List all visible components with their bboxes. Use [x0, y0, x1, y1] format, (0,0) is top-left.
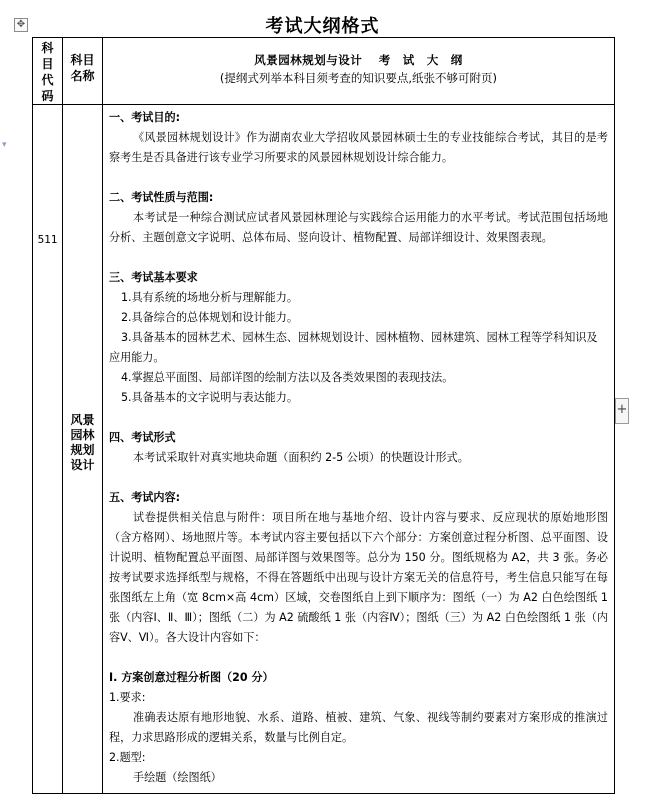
table-body-row [33, 105, 615, 794]
section-title: 三、考试基本要求 [109, 271, 198, 284]
subject-name-line: 园林 [70, 428, 95, 442]
subject-name-line: 风景 [70, 413, 95, 427]
subject-name-line: 设计 [70, 458, 95, 472]
list-item: 1.具有系统的场地分析与理解能力。 [121, 291, 298, 304]
outline-content-cell[interactable] [103, 105, 615, 794]
section-title: 一、考试目的: [109, 111, 180, 124]
requirement-label: 1.要求: [109, 691, 146, 704]
list-item: 4.掌握总平面图、局部详图的绘制方法以及各类效果图的表现技法。 [121, 371, 454, 384]
table-header-row [33, 38, 615, 105]
paragraph: 本考试采取针对真实地块命题（面积约 2-5 公顷）的快题设计形式。 [133, 451, 469, 464]
exam-outline-table [32, 37, 615, 794]
section-title: 二、考试性质与范围: [109, 191, 214, 204]
subsection-title: Ⅰ. 方案创意过程分析图（20 分） [109, 671, 274, 684]
margin-marker-icon: ▾ [2, 140, 7, 150]
subject-name-line: 规划 [70, 443, 95, 457]
list-item: 2.具备综合的总体规划和设计能力。 [121, 311, 298, 324]
subject-code-header: 科 目 代 码 [33, 38, 63, 105]
list-item: 5.具备基本的文字说明与表达能力。 [121, 391, 298, 404]
add-column-button[interactable]: + [615, 398, 629, 424]
paragraph: 试卷提供相关信息与附件：项目所在地与基地介绍、设计内容与要求、反应现状的原始地形图（含方格网）、场地照片等。本考试内容主要包括以下六个部分：方案创意过程分析图、总平面图、设计说明、植物配置总平面图、局部详图与效果图等。总分为 150 分。图纸规格为 A2，共 3 张。务必按考试要求选择纸型与规格，不得在答题纸中出现与设计方案无关的信息符号，考生信息只能写在每张图纸左上角（宽 8cm×高 4cm）区域，交卷图纸自上到下顺序为：图纸（一）为 A2 白色绘图纸 1 张（内容Ⅰ、Ⅱ、Ⅲ）；图纸（二）为 A2 硫酸纸 1 张（内容Ⅳ）；图纸（三）为 A2 白色绘图纸 1 张（内容Ⅴ、Ⅵ）。各大设计内容如下： [109, 511, 608, 644]
section-title: 四、考试形式 [109, 431, 176, 444]
page-title: 考试大纲格式 [265, 16, 380, 37]
outline-header [103, 38, 615, 105]
outline-header-title: 风景园林规划与设计 考 试 大 纲 [254, 53, 463, 67]
subject-code-cell [33, 105, 63, 794]
paragraph: 手绘题（绘图纸） [133, 771, 222, 784]
paragraph: 准确表达原有地形地貌、水系、道路、植被、建筑、气象、视线等制约要素对方案形成的推演过程，力求思路形成的逻辑关系，数量与比例自定。 [109, 711, 608, 744]
paragraph: 《风景园林规划设计》作为湖南农业大学招收风景园林硕士生的专业技能综合考试，其目的是考察考生是否具备进行该专业学习所要求的风景园林规划设计综合能力。 [109, 131, 608, 164]
table-move-handle-icon[interactable]: ✥ [14, 18, 28, 32]
subject-code: 511 [37, 233, 58, 246]
section-title: 五、考试内容: [109, 491, 180, 504]
subject-name-header: 科目 名称 [63, 38, 103, 105]
paragraph: 本考试是一种综合测试应试者风景园林理论与实践综合运用能力的水平考试。考试范围包括场地分析、主题创意文字说明、总体布局、竖向设计、植物配置、局部详细设计、效果图表现。 [109, 211, 608, 244]
subject-name-cell [63, 105, 103, 794]
question-type-label: 2.题型: [109, 751, 146, 764]
outline-header-note: (提纲式列举本科目须考查的知识要点,纸张不够可附页) [219, 71, 498, 85]
list-item: 3.具备基本的园林艺术、园林生态、园林规划设计、园林植物、园林建筑、园林工程等学科知识及应用能力。 [109, 331, 598, 364]
